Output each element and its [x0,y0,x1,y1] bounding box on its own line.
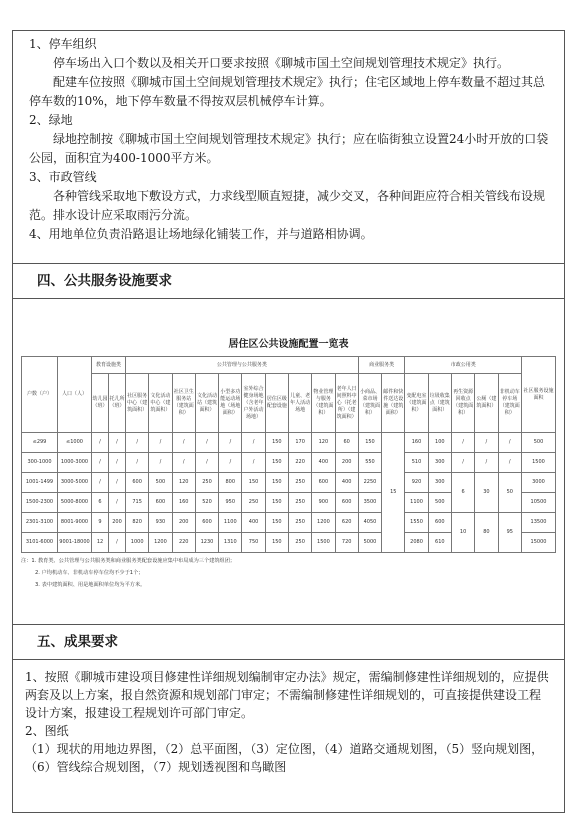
table-row [22,433,556,453]
table-cell: 400 [335,473,358,493]
table-cell: 160 [172,493,195,513]
table-cell: / [109,453,126,473]
table-cell: 610 [428,533,451,553]
table-cell: 4050 [358,513,381,533]
table-cell: 500 [149,473,172,493]
section-requirements-text [13,31,564,263]
table-header-cell: 社区服务设施面积 [522,357,556,433]
table-cell: / [126,453,149,473]
table-cell: / [109,493,126,513]
table-header-cell: 非机动车停车场（建筑面积） [498,374,521,433]
heading-pipeline: 3、市政管线 [29,170,97,184]
table-group-header: 公共管理与公共服务类 [126,357,359,374]
table-cell: ≤299 [22,433,58,453]
table-cell: 1200 [312,513,335,533]
paragraph-parking-spaces: 配建车位按照《聊城市国土空间规划管理技术规定》执行；住宅区域地上停车数量不超过其总停车数的10%，地下停车数量不得按双层机械停车计算。 [29,75,546,108]
table-cell: 720 [335,533,358,553]
table-cell: 200 [172,513,195,533]
table-cell: 1500 [312,533,335,553]
table-cell: 95 [498,513,521,553]
table-cell: / [475,453,498,473]
table-cell: 12 [92,533,109,553]
paragraph-parking-entrance: 停车场出入口个数以及相关开口要求按照《聊城市国土空间规划管理技术规定》执行。 [53,56,510,70]
table-cell: 750 [242,533,265,553]
table-cell: 2080 [405,533,428,553]
table-cell: 150 [265,513,288,533]
table-cell: 600 [126,473,149,493]
table-header-cell: 室外综合健身场地（含老年户外活动场地） [242,374,265,433]
table-title: 居住区公共设施配置一览表 [228,339,349,350]
table-header-cell: 社区服务中心（建筑面积） [126,374,149,433]
table-cell: 600 [428,513,451,533]
table-cell: 6 [92,493,109,513]
table-cell: 9 [92,513,109,533]
table-cell: 3101-6000 [22,533,58,553]
table-cell: 2250 [358,473,381,493]
table-group-header: 商业服务类 [358,357,405,374]
table-cell: 200 [335,453,358,473]
table-header-cell: 老年人日间照料中心（托老所）（建筑面积） [335,374,358,433]
section-header-deliverables: 五、成果要求 [13,624,564,660]
table-group-header: 市政公用类 [405,357,522,374]
table-note-3: 3. 表中建筑面积、用是地面积单位均为平方米。 [35,582,146,588]
table-cell: 220 [288,453,311,473]
table-cell: 500 [522,433,556,453]
table-cell: 3500 [358,493,381,513]
table-cell: ≤1000 [58,433,92,453]
table-cell: / [242,453,265,473]
table-row [22,453,556,473]
table-cell: / [451,453,474,473]
table-cell: 60 [335,433,358,453]
table-header-cell: 幼儿园（班） [92,374,109,433]
table-note-1: 注：1. 教育类、公共管理与公共服务类和商业服务类配套设施应集中布局成为三个建筑组团； [21,558,236,564]
table-cell: / [92,433,109,453]
table-cell: 150 [358,433,381,453]
table-cell: 10500 [522,493,556,513]
table-notes [21,557,556,589]
table-cell: 150 [265,433,288,453]
table-header-cell: 居住区级配套设施 [265,374,288,433]
table-cell: 170 [288,433,311,453]
table-cell: / [109,433,126,453]
table-cell: 250 [288,473,311,493]
table-cell: / [149,433,172,453]
table-group-header-row [22,357,556,374]
table-cell: 1310 [219,533,242,553]
table-cell: 1001-1499 [22,473,58,493]
table-cell: 250 [195,473,218,493]
table-cell: / [92,473,109,493]
table-cell: 250 [288,513,311,533]
paragraph-drawings-list: （1）现状的用地边界图，（2）总平面图，（3）定位图，（4）道路交通规划图，（5）竖向规划图，（6）管线综合规划图，（7）规划透视图和鸟瞰图 [25,742,544,774]
table-cell: 200 [109,513,126,533]
table-cell: 120 [312,433,335,453]
table-cell: 250 [288,533,311,553]
table-cell: 1100 [405,493,428,513]
section-header-public-facilities: 四、公共服务设施要求 [13,263,564,299]
table-cell: 950 [219,493,242,513]
table-header-cell: 变配电室（建筑面积） [405,374,428,433]
form-page [12,30,565,813]
table-cell: / [219,453,242,473]
table-header-cell: 小型多功能运动场地（场地面积） [219,374,242,433]
table-cell: 900 [312,493,335,513]
table-cell: 150 [265,493,288,513]
table-cell: 120 [172,473,195,493]
table-cell: 600 [195,513,218,533]
table-cell: 5000-8000 [58,493,92,513]
table-cell: / [219,433,242,453]
table-row [22,473,556,493]
section-deliverables-text [13,660,564,776]
table-cell: 8001-9000 [58,513,92,533]
table-cell: / [92,453,109,473]
table-cell: 9001-18000 [58,533,92,553]
table-cell: / [109,473,126,493]
table-cell: 1000-3000 [58,453,92,473]
table-cell: 400 [242,513,265,533]
table-header-cell: 再生资源回收点（建筑面积） [451,374,474,433]
table-row [22,513,556,533]
table-cell: 5000 [358,533,381,553]
table-cell: 100 [428,433,451,453]
table-cell: / [242,433,265,453]
table-cell: / [451,433,474,453]
table-cell: / [149,453,172,473]
table-cell: 15000 [522,533,556,553]
heading-drawings: 2、图纸 [25,724,69,738]
table-cell: 3000 [522,473,556,493]
table-cell: / [498,433,521,453]
table-cell: 550 [358,453,381,473]
table-cell: 1100 [219,513,242,533]
table-cell: 220 [172,533,195,553]
table-cell: 510 [405,453,428,473]
heading-green: 2、绿地 [29,113,73,127]
table-header-cell: 文化活动站（建筑面积） [195,374,218,433]
table-header-cell: 邮件和快件送达设施（建筑面积） [382,374,405,433]
table-header-cell: 公厕（建筑面积） [475,374,498,433]
table-header-cell: 儿童、老年人活动场地 [288,374,311,433]
table-cell: 300 [428,473,451,493]
table-cell: 150 [265,533,288,553]
table-column-header-row [22,374,556,433]
table-cell: 400 [312,453,335,473]
table-cell: 13500 [522,513,556,533]
table-cell: 15 [382,433,405,553]
table-cell: 715 [126,493,149,513]
table-cell: / [109,533,126,553]
table-cell: 600 [335,493,358,513]
table-cell: / [195,453,218,473]
table-header-cell: 人口（人） [58,357,92,433]
paragraph-green: 绿地控制按《聊城市国土空间规划管理技术规定》执行；应在临街独立设置24小时开放的口袋公园，面积宜为400-1000平方米。 [29,132,549,165]
table-cell: 1000 [126,533,149,553]
table-header-cell: 物业管理与服务（建筑面积） [312,374,335,433]
table-cell: / [475,433,498,453]
table-cell: 30 [475,473,498,513]
table-cell: 1500-2300 [22,493,58,513]
table-cell: 300 [428,453,451,473]
table-cell: / [126,433,149,453]
table-cell: 500 [428,493,451,513]
table-cell: 1230 [195,533,218,553]
facility-table-image [13,299,564,624]
table-header-cell: 社区卫生服务站（建筑面积） [172,374,195,433]
table-cell: / [498,453,521,473]
table-cell: 920 [405,473,428,493]
table-header-cell: 小商品、菜市场（建筑面积） [358,374,381,433]
heading-parking: 1、停车组织 [29,37,97,51]
table-cell: 250 [288,493,311,513]
table-header-cell: 垃圾收集点（建筑面积） [428,374,451,433]
table-cell: 150 [265,473,288,493]
table-cell: / [195,433,218,453]
table-cell: 600 [149,493,172,513]
table-cell: 600 [312,473,335,493]
paragraph-deliverables-1: 1、按照《聊城市建设项目修建性详细规划编制审定办法》规定，需编制修建性详细规划的，应提供两套及以上方案，报自然资源和规划部门审定；不需编制修建性详细规划的，可直接提供建设工程设计方案，报建设工程规划许可部门审定。 [25,670,549,720]
table-cell: 2301-3100 [22,513,58,533]
table-cell: 620 [335,513,358,533]
table-cell: 800 [219,473,242,493]
table-header-cell: 户数（户） [22,357,58,433]
table-group-header: 教育设施类 [92,357,126,374]
table-cell: 1200 [149,533,172,553]
table-cell: 50 [498,473,521,513]
paragraph-pipeline: 各种管线采取地下敷设方式，力求线型顺直短捷，减少交叉，各种间距应符合相关管线布设规范。排水设计应采取雨污分流。 [29,189,546,222]
table-cell: 80 [475,513,498,553]
table-cell: / [172,433,195,453]
table-note-2: 2. 户均机动车、非机动车停车位均不少于1个； [35,570,144,576]
table-cell: 3000-5000 [58,473,92,493]
table-cell: 10 [451,513,474,553]
table-cell: 250 [242,493,265,513]
paragraph-landscape: 4、用地单位负责沿路退让场地绿化铺装工作，并与道路相协调。 [29,227,373,241]
table-cell: 820 [126,513,149,533]
table-cell: 1550 [405,513,428,533]
table-cell: 150 [242,473,265,493]
table-cell: 930 [149,513,172,533]
table-cell: 1500 [522,453,556,473]
table-cell: 150 [265,453,288,473]
facility-table [21,356,556,553]
table-header-cell: 托儿所（班） [109,374,126,433]
table-cell: 6 [451,473,474,513]
table-header-cell: 文化活动中心（建筑面积） [149,374,172,433]
table-cell: 520 [195,493,218,513]
table-cell: 300-1000 [22,453,58,473]
table-cell: 160 [405,433,428,453]
table-cell: / [172,453,195,473]
